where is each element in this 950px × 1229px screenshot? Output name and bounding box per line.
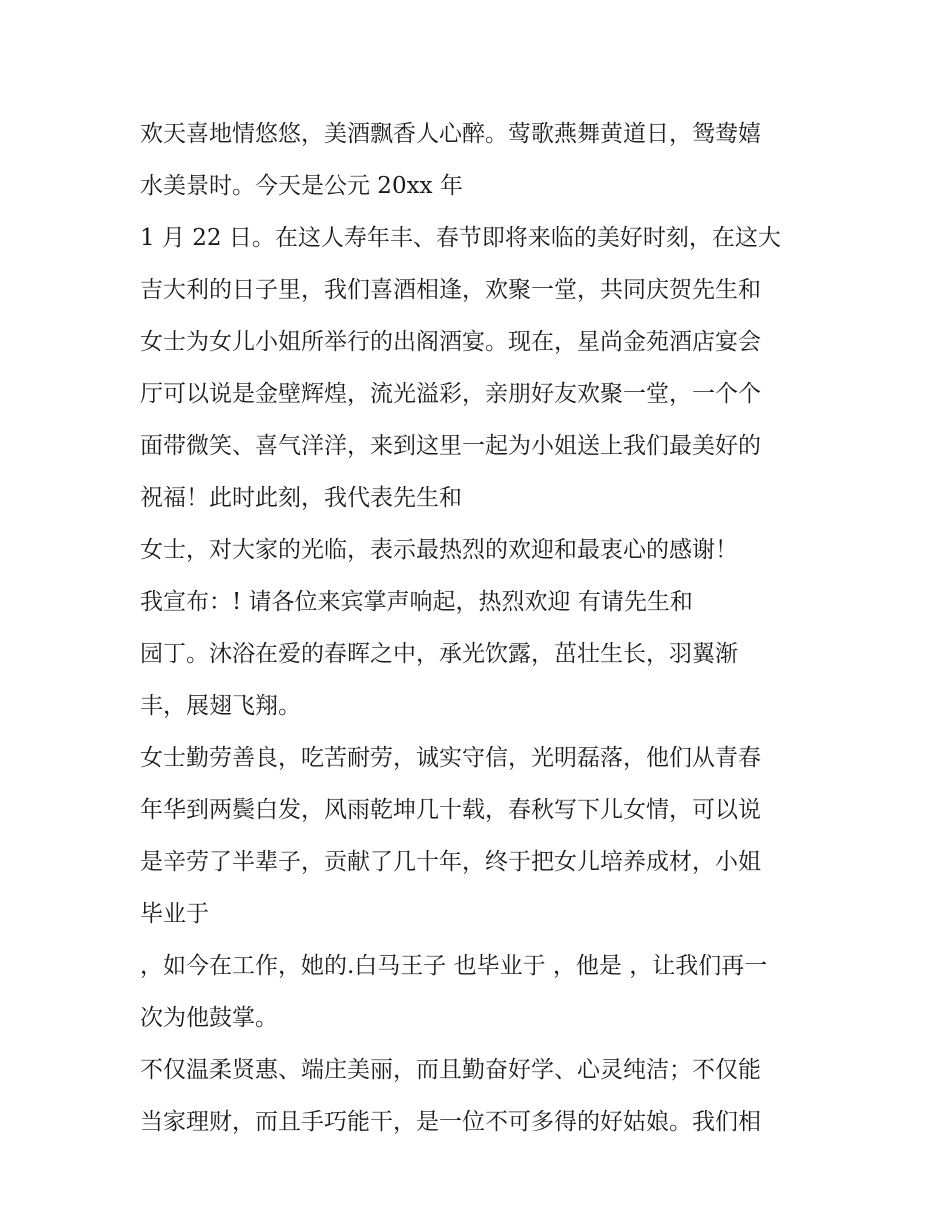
text-line-12: 丰，展翅飞翔。 xyxy=(140,693,301,719)
text-line-1: 欢天喜地情悠悠，美酒飘香人心醉。莺歌燕舞黄道日，鸳鸯嬉 xyxy=(140,121,761,147)
text-line-20: 当家理财，而且手巧能干，是一位不可多得的好姑娘。我们相 xyxy=(140,1109,761,1135)
text-line-9: 女士，对大家的光临，表示最热烈的欢迎和最衷心的感谢！ xyxy=(140,537,738,563)
text-line-17: ，如今在工作，她的.白马王子 也毕业于 ，他是 ，让我们再一 xyxy=(140,953,768,979)
text-line-16: 毕业于 xyxy=(140,901,209,927)
text-line-13: 女士勤劳善良，吃苦耐劳，诚实守信，光明磊落，他们从青春 xyxy=(140,745,761,771)
document-body xyxy=(140,108,820,1148)
text-line-7: 面带微笑、喜气洋洋，来到这里一起为小姐送上我们最美好的 xyxy=(140,433,761,459)
text-line-11: 园丁。沐浴在爱的春晖之中，承光饮露，茁壮生长，羽翼渐 xyxy=(140,641,738,667)
text-line-5: 女士为女儿小姐所举行的出阁酒宴。现在，星尚金苑酒店宴会 xyxy=(140,329,761,355)
text-line-14: 年华到两鬓白发，风雨乾坤几十载，春秋写下儿女情，可以说 xyxy=(140,797,761,823)
text-line-2: 水美景时。今天是公元 20xx 年 xyxy=(140,173,463,199)
text-line-19: 不仅温柔贤惠、端庄美丽，而且勤奋好学、心灵纯洁；不仅能 xyxy=(140,1057,761,1083)
text-line-18: 次为他鼓掌。 xyxy=(140,1005,278,1031)
text-line-6: 厅可以说是金壁辉煌，流光溢彩，亲朋好友欢聚一堂，一个个 xyxy=(140,381,761,407)
text-line-15: 是辛劳了半辈子，贡献了几十年，终于把女儿培养成材，小姐 xyxy=(140,849,761,875)
text-line-4: 吉大利的日子里，我们喜酒相逢，欢聚一堂，共同庆贺先生和 xyxy=(140,277,761,303)
text-line-10: 我宣布：! 请各位来宾掌声响起，热烈欢迎 有请先生和 xyxy=(140,589,693,615)
text-line-8: 祝福！此时此刻，我代表先生和 xyxy=(140,485,462,511)
text-line-3: 1 月 22 日。在这人寿年丰、春节即将来临的美好时刻，在这大 xyxy=(140,225,781,251)
